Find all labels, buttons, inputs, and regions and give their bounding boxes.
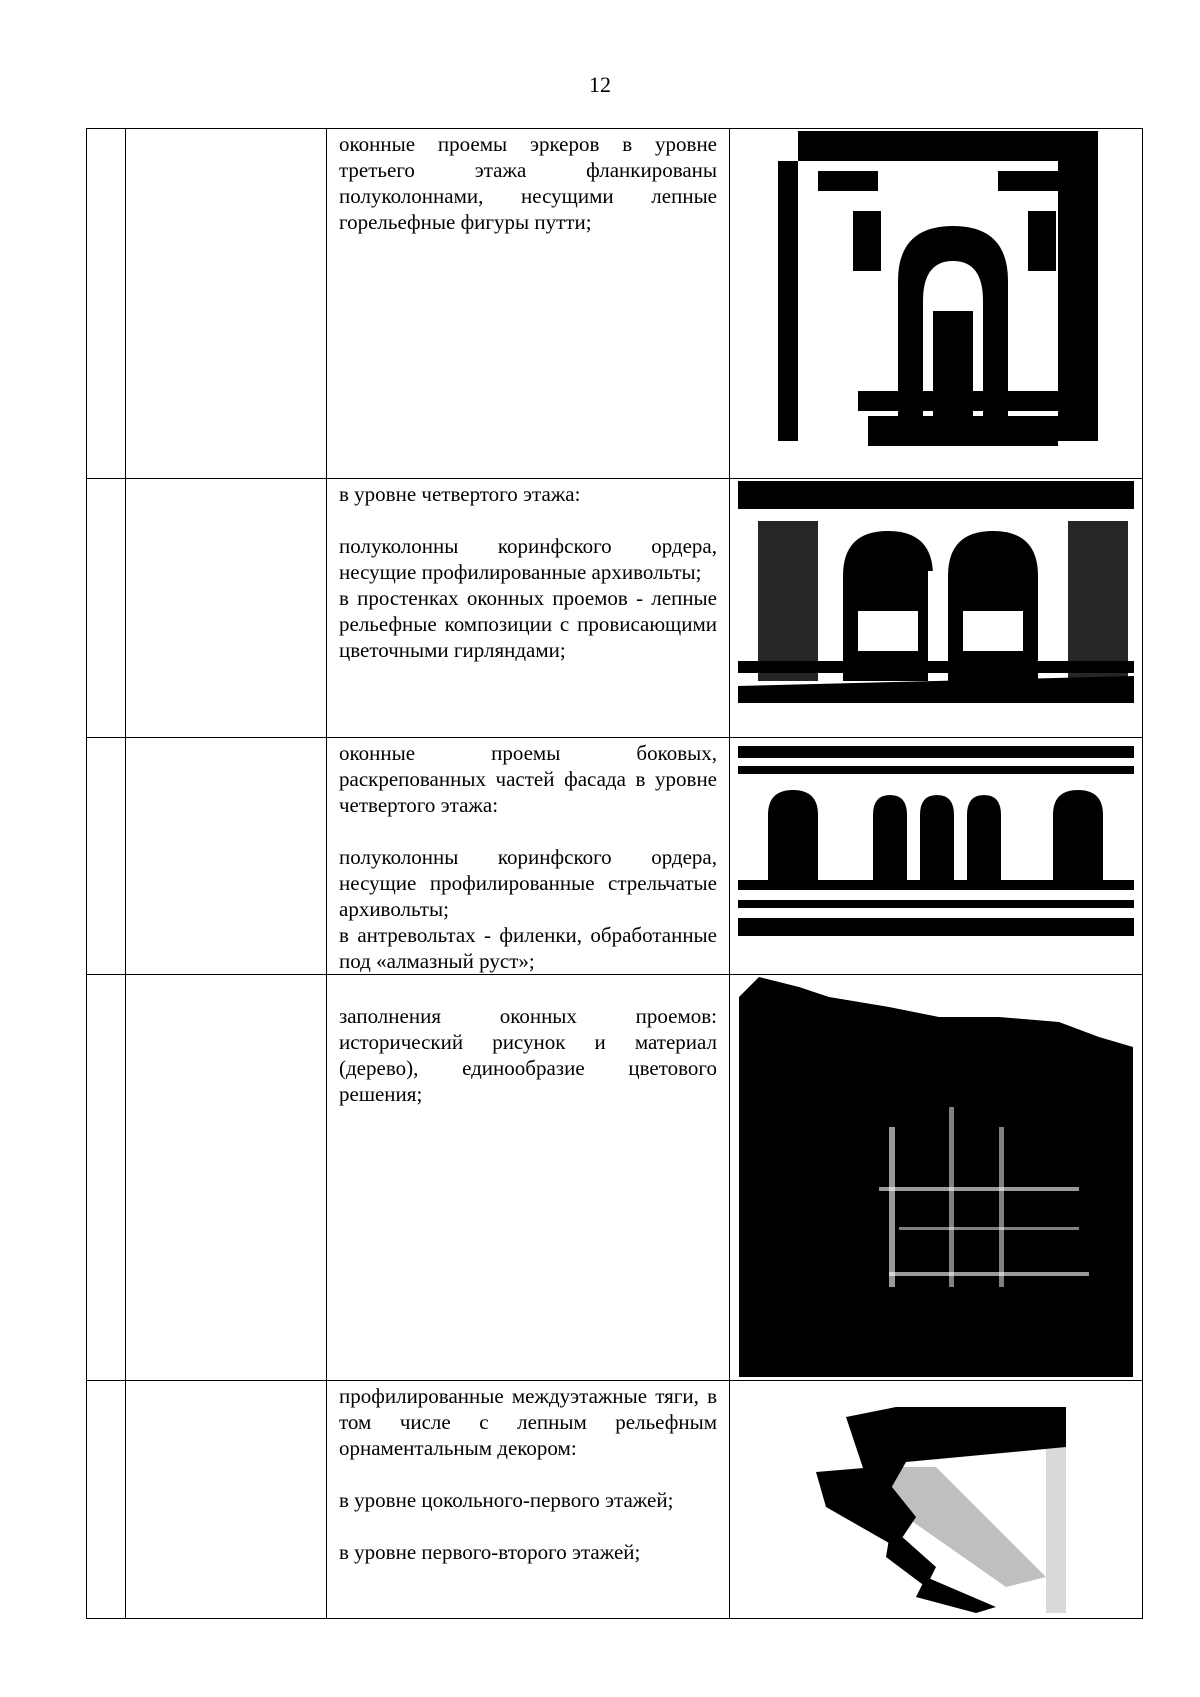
photo-cell (730, 479, 1143, 738)
description-text: оконные проемы эркеров в уровне третьего этажа фланкированы полуколоннами, несущими лепные горельефные фигуры путти; (339, 132, 717, 234)
bay-window-third-floor-photo (758, 131, 1114, 449)
table-row (87, 975, 1143, 1381)
element-cell (126, 975, 327, 1381)
description-text: в уровне цокольного-первого этажей; (339, 1488, 674, 1512)
description-cell (327, 975, 730, 1381)
fourth-floor-arches-photo (738, 481, 1134, 703)
heritage-elements-table (86, 128, 1143, 1619)
index-cell (87, 129, 126, 479)
description-text: в уровне четвертого этажа: (339, 482, 581, 506)
description-text: полуколонны коринфского ордера, несущие профилированные стрельчатые архивольты; (339, 845, 717, 921)
description-text: в уровне первого-второго этажей; (339, 1540, 641, 1564)
description-text: полуколонны коринфского ордера, несущие профилированные архивольты; (339, 534, 717, 584)
element-cell (126, 1381, 327, 1619)
index-cell (87, 1381, 126, 1619)
photo-cell (730, 1381, 1143, 1619)
page-number: 12 (589, 72, 611, 97)
element-cell (126, 479, 327, 738)
index-cell (87, 479, 126, 738)
photo-cell (730, 738, 1143, 975)
table-row (87, 1381, 1143, 1619)
description-text: в антревольтах - филенки, обработанные под «алмазный руст»; (339, 923, 717, 973)
cornice-detail-photo (806, 1407, 1066, 1613)
description-text: профилированные междуэтажные тяги, в том числе с лепным рельефным орнаментальным декором: (339, 1384, 717, 1460)
description-cell (327, 479, 730, 738)
description-cell (327, 1381, 730, 1619)
element-cell (126, 738, 327, 975)
index-cell (87, 738, 126, 975)
element-cell (126, 129, 327, 479)
description-text: оконные проемы боковых, раскрепованных частей фасада в уровне четвертого этажа: (339, 741, 717, 817)
description-cell (327, 129, 730, 479)
description-cell (327, 738, 730, 975)
photo-cell (730, 975, 1143, 1381)
table-row (87, 129, 1143, 479)
index-cell (87, 975, 126, 1381)
side-facade-windows-photo (738, 740, 1134, 936)
description-text: в простенках оконных проемов - лепные рельефные композиции с провисающими цветочными гирляндами; (339, 586, 717, 662)
window-fillings-photo (739, 977, 1133, 1377)
description-text: заполнения оконных проемов: исторический рисунок и материал (дерево), единообразие цветового решения; (339, 1004, 717, 1106)
table-row (87, 738, 1143, 975)
photo-cell (730, 129, 1143, 479)
table-row (87, 479, 1143, 738)
